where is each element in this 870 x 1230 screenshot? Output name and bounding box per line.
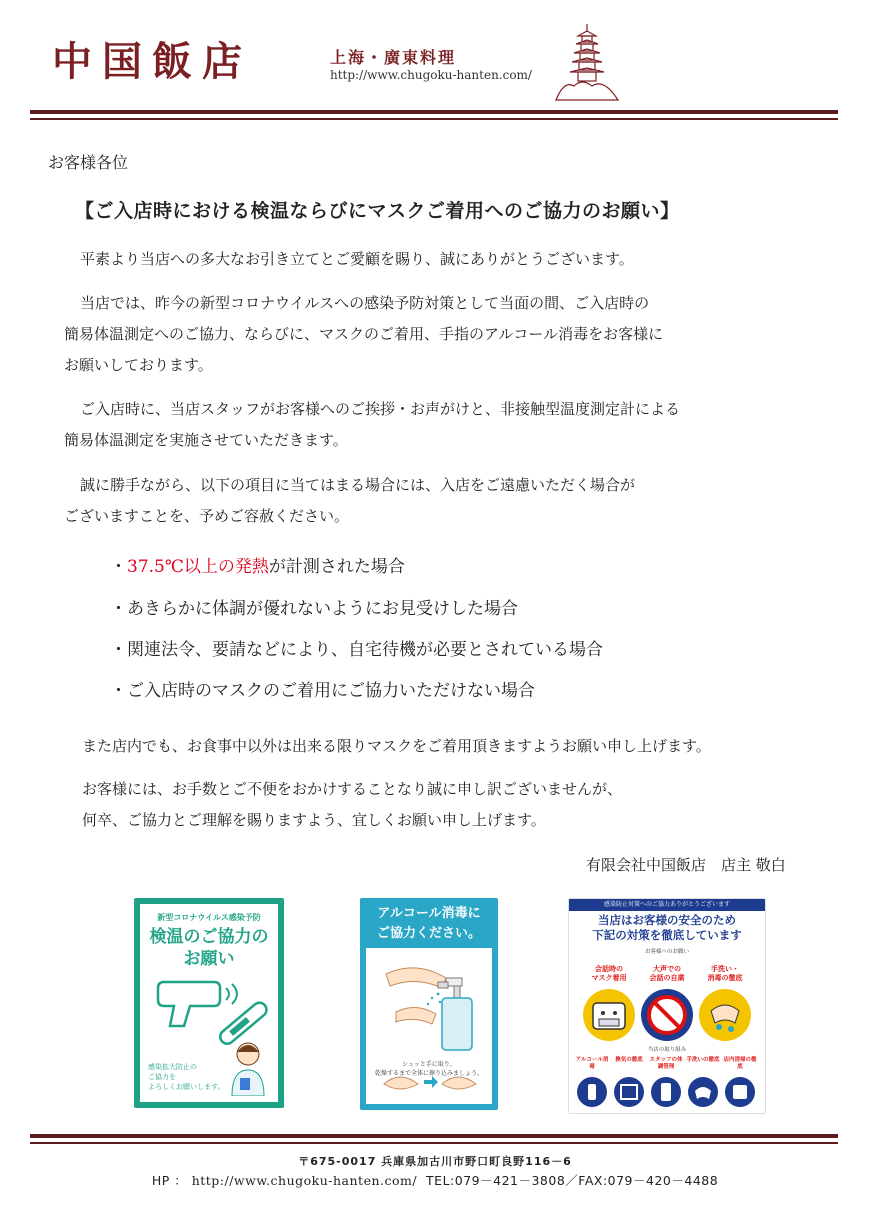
ventilation-icon [614,1077,644,1107]
brand-logo-text: 中国飯店 [52,38,252,85]
poster-title [360,904,498,944]
paragraph-line: お願いしております。 [64,356,213,374]
poster-caption-line: 乾燥するまで全体に擦り込みましょう。 [374,1070,483,1077]
paragraph-line: ご入店時に、当店スタッフがお客様へのご挨拶・お声がけと、非接触型温度測定計による [80,400,681,418]
poster-subheading: 当店の取り組み [647,1047,687,1053]
measure-label-mask [583,965,635,983]
measure-label-line: マスク着用 [591,974,627,982]
effort-label: アルコール消毒 [575,1057,609,1070]
notice-title: 【ご入店時における検温ならびにマスクご着用へのご協力のお願い】 [75,200,680,222]
paragraph-refusal [64,470,824,532]
paragraph-line: 誠に勝手ながら、以下の項目に当てはまる場合には、入店をご遠慮いただく場合が [80,476,636,494]
pagoda-icon [552,22,622,102]
header-rule-thin [30,118,838,120]
sanitizer-bottle-icon [376,954,482,1054]
poster-title [569,913,765,943]
salutation: お客様各位 [48,153,129,172]
footer-address: 〒675-0017 兵庫県加古川市野口町良野116－6 [298,1155,572,1168]
poster-topbar: 感染防止対策へのご協力ありがとうございます [569,899,765,911]
paragraph-greeting [64,244,824,275]
poster-footer-line: ご協力を [148,1073,176,1081]
mask-icon [583,989,635,1041]
poster-caption-line: シュッと手に取り、 [402,1061,456,1068]
paragraph-line: 簡易体温測定へのご協力、ならびに、マスクのご着用、手指のアルコール消毒をお客様に [64,325,664,343]
bullet-text: が計測された場合 [268,557,405,577]
brand-subtitle: 上海・廣東料理 [330,48,457,67]
footer-contact [0,1171,870,1189]
poster-title-line: アルコール消毒に [377,906,481,921]
handwash-icon [699,989,751,1041]
poster-footer-line: 感染拡大防止の [148,1063,197,1071]
measure-label-handwash [699,965,751,983]
poster-temperature-check [134,898,284,1108]
header-rule-thick [30,110,838,114]
measure-icons-row [579,987,755,1043]
effort-label: スタッフの体調管理 [649,1057,683,1070]
footer-rule-thin [30,1142,838,1144]
paragraph-check [64,394,824,456]
paragraph-line: 簡易体温測定を実施させていただきます。 [64,431,348,449]
footer-rule-thick [30,1134,838,1138]
bullet-no-mask: ・ご入店時のマスクのご着用にご協力いただけない場合 [110,681,535,701]
paragraph-line: 何卒、ご協力とご理解を賜りますよう、宜しくお願い申し上げます。 [82,811,546,829]
no-loud-voice-icon [641,989,693,1041]
poster-title-line: ご協力ください。 [376,926,481,941]
tel-fax: TEL:079－421－3808／FAX:079－420－4488 [426,1173,719,1188]
poster-inner [140,904,278,1102]
effort-label: 手洗いの徹底 [686,1057,720,1063]
poster-title-line: 下記の対策を徹底しています [592,928,742,942]
measure-label-voice [641,965,693,983]
measure-label-line: 消毒の徹底 [707,974,743,982]
hand-rub-icon [380,1064,480,1098]
poster-safety-measures [568,898,766,1114]
effort-label: 換気の徹底 [615,1057,643,1063]
footer-url-link[interactable]: http://www.chugoku-hanten.com/ [191,1173,418,1188]
poster-title-line: 検温のご協力の [149,927,269,947]
fever-threshold-text: 37.5℃以上の発熱 [127,557,269,577]
bullet-quarantine: ・関連法令、要請などにより、自宅待機が必要とされている場合 [110,640,603,660]
measure-label-line: 会話の自粛 [649,974,685,982]
bullet-fever [110,552,405,577]
poster-subheading: お客様へのお願い [644,949,689,955]
poster-title-line: お願い [183,949,235,969]
poster-alcohol-disinfection [360,898,498,1110]
measure-label-line: 手洗い・ [711,965,739,973]
poster-title [140,926,278,970]
paragraph-line: 当店では、昨今の新型コロナウイルスへの感染予防対策として当面の間、ご入店時の [80,294,650,312]
bullet-mark: ・ [110,557,127,577]
poster-footer-line: よろしくお願いします。 [148,1083,225,1091]
poster-footer-text [148,1062,238,1092]
poster-title-line: 当店はお客様の安全のため [598,913,736,927]
effort-icons-row [575,1075,759,1109]
paragraph-line: 平素より当店への多大なお引き立てとご愛顧を賜り、誠にありがとうございます。 [80,250,634,268]
paragraph-mask-request [82,731,842,762]
paragraph-line: お客様には、お手数とご不便をおかけすることなり誠に申し訳ございませんが、 [82,780,623,798]
effort-label: 店内清掃の徹底 [723,1057,757,1070]
poster-inner [366,948,492,1104]
header-url-link[interactable]: http://www.chugoku-hanten.com/ [330,68,532,82]
hp-label: HP ： [151,1173,192,1188]
signature: 有限会社中国飯店 店主 敬白 [586,856,786,874]
bullet-unwell: ・あきらかに体調が優れないようにお見受けした場合 [110,599,518,619]
measure-label-line: 大声での [653,965,681,973]
paragraph-line: また店内でも、お食事中以外は出来る限りマスクをご着用頂きますようお願い申し上げます。 [82,737,711,755]
measure-label-line: 会話時の [595,965,623,973]
paragraph-measures [64,288,824,381]
poster-caption: 新型コロナウイルス感染予防 [157,913,261,922]
paragraph-apology [82,774,842,836]
paragraph-line: ございますことを、予めご容赦ください。 [64,507,350,525]
